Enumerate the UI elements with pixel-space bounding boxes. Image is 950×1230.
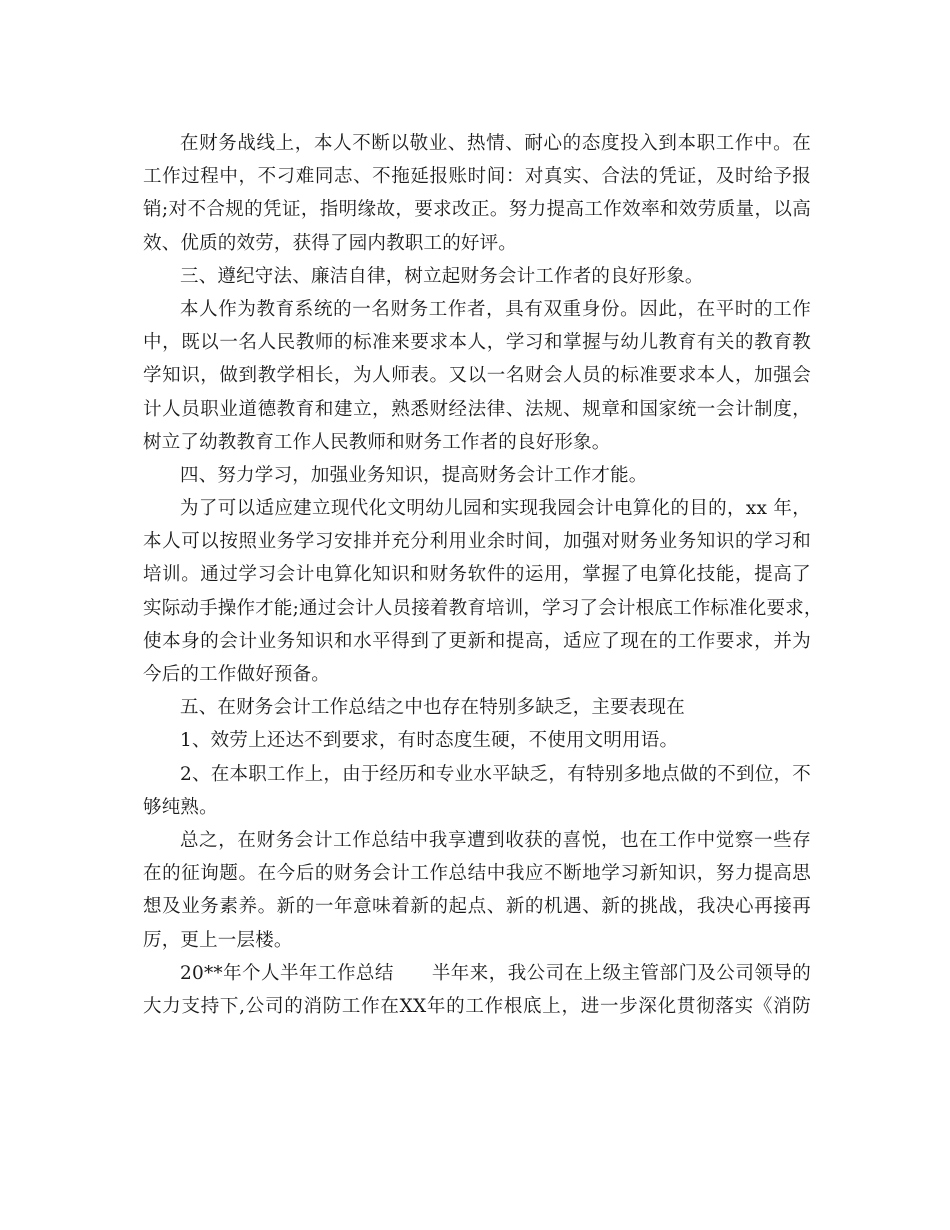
text-line: 在财务战线上，本人不断以敬业、热情、耐心的态度投入到本职工作中。在 (180, 133, 811, 154)
text-line: 销;对不合规的凭证，指明缘故，要求改正。努力提高工作效率和效劳质量，以高 (143, 199, 811, 221)
text-line: 工作过程中，不刁难同志、不拖延报账时间：对真实、合法的凭证，及时给予报 (143, 166, 811, 188)
text-line: 效、优质的效劳，获得了园内教职工的好评。 (143, 232, 518, 254)
text-line: 实际动手操作才能;通过会计人员接着教育培训，学习了会计根底工作标准化要求， (143, 597, 823, 619)
text-line: 2、在本职工作上，由于经历和专业水平缺乏，有特别多地点做的不到位，不 (180, 763, 811, 785)
text-line: 够纯熟。 (143, 796, 218, 818)
text-line: 大力支持下,公司的消防工作在XX年的工作根底上，进一步深化贯彻落实《消防 (143, 995, 811, 1017)
text-line: 本人作为教育系统的一名财务工作者，具有双重身份。因此，在平时的工作 (180, 298, 811, 320)
text-line: 1、效劳上还达不到要求，有时态度生硬，不使用文明用语。 (180, 730, 679, 752)
document-body (143, 127, 823, 1023)
text-line: 培训。通过学习会计电算化知识和财务软件的运用，掌握了电算化技能，提高了 (143, 564, 811, 586)
text-line: 中，既以一名人民教师的标准来要求本人，学习和掌握与幼儿教育有关的教育教 (143, 332, 811, 354)
text-line: 本人可以按照业务学习安排并充分利用业余时间，加强对财务业务知识的学习和 (143, 531, 811, 553)
text-line: 使本身的会计业务知识和水平得到了更新和提高，适应了现在的工作要求，并为 (143, 630, 811, 652)
text-line: 20**年个人半年工作总结 半年来，我公司在上级主管部门及公司领导的 (180, 962, 811, 984)
text-line: 今后的工作做好预备。 (143, 664, 331, 685)
text-line: 计人员职业道德教育和建立，熟悉财经法律、法规、规章和国家统一会计制度， (143, 398, 811, 420)
text-line: 厉，更上一层楼。 (143, 929, 293, 951)
text-line: 总之，在财务会计工作总结中我享遭到收获的喜悦，也在工作中觉察一些存 (180, 829, 811, 851)
text-line: 四、努力学习，加强业务知识，提高财务会计工作才能。 (180, 464, 648, 486)
text-line: 学知识，做到教学相长，为人师表。又以一名财会人员的标准要求本人，加强会 (143, 365, 811, 387)
text-line: 想及业务素养。新的一年意味着新的起点、新的机遇、新的挑战，我决心再接再 (143, 896, 811, 918)
text-line: 五、在财务会计工作总结之中也存在特别多缺乏，主要表现在 (180, 697, 685, 719)
text-line: 在的征询题。在今后的财务会计工作总结中我应不断地学习新知识，努力提高思 (143, 863, 811, 885)
text-line: 三、遵纪守法、廉洁自律，树立起财务会计工作者的良好形象。 (180, 265, 704, 287)
text-line: 树立了幼教教育工作人民教师和财务工作者的良好形象。 (143, 431, 611, 453)
text-line: 为了可以适应建立现代化文明幼儿园和实现我园会计电算化的目的，xx 年， (180, 498, 811, 520)
